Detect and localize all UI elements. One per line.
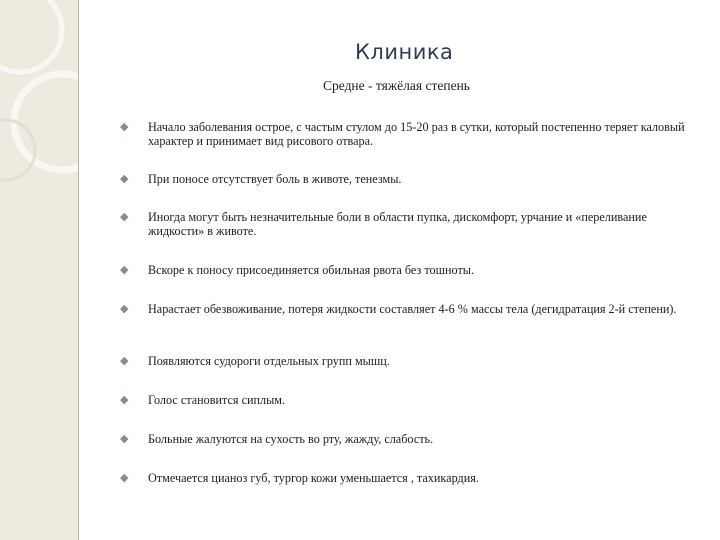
list-item-text: Голос становится сиплым.: [148, 393, 286, 407]
slide-subtitle: Средне - тяжёлая степень: [323, 78, 470, 93]
diamond-bullet-icon: ◆: [120, 302, 129, 315]
diamond-bullet-icon: ◆: [120, 172, 129, 185]
list-item-text: Вскоре к поносу присоединяется обильная рвота без тошноты.: [148, 263, 475, 277]
diamond-bullet-icon: ◆: [120, 432, 129, 445]
list-item-text: Нарастает обезвоживание, потеря жидкости составляет 4-6 % массы тела (дегидратация 2-й степени).: [148, 302, 677, 316]
list-item-text: Начало заболевания острое, с частым стулом до 15-20 раз в сутки, который постепенно теряет каловый характер и принимает вид рисового отвара.: [148, 120, 685, 148]
list-item-text: Иногда могут быть незначительные боли в области пупка, дискомфорт, урчание и «переливание жидкости» в животе.: [148, 210, 647, 238]
diamond-bullet-icon: ◆: [120, 354, 129, 367]
list-item-text: При поносе отсутствует боль в животе, тенезмы.: [148, 172, 402, 186]
diamond-bullet-icon: ◆: [120, 263, 129, 276]
list-item-text: Появляются судороги отдельных групп мышц.: [148, 354, 390, 368]
diamond-bullet-icon: ◆: [120, 393, 129, 406]
list-item-text: Больные жалуются на сухость во рту, жажду, слабость.: [148, 432, 434, 446]
diamond-bullet-icon: ◆: [120, 471, 129, 484]
slide-title: Клиника: [355, 40, 454, 64]
list-item-text: Отмечается цианоз губ, тургор кожи уменьшается , тахикардия.: [148, 471, 479, 485]
diamond-bullet-icon: ◆: [120, 210, 129, 223]
diamond-bullet-icon: ◆: [120, 120, 129, 133]
